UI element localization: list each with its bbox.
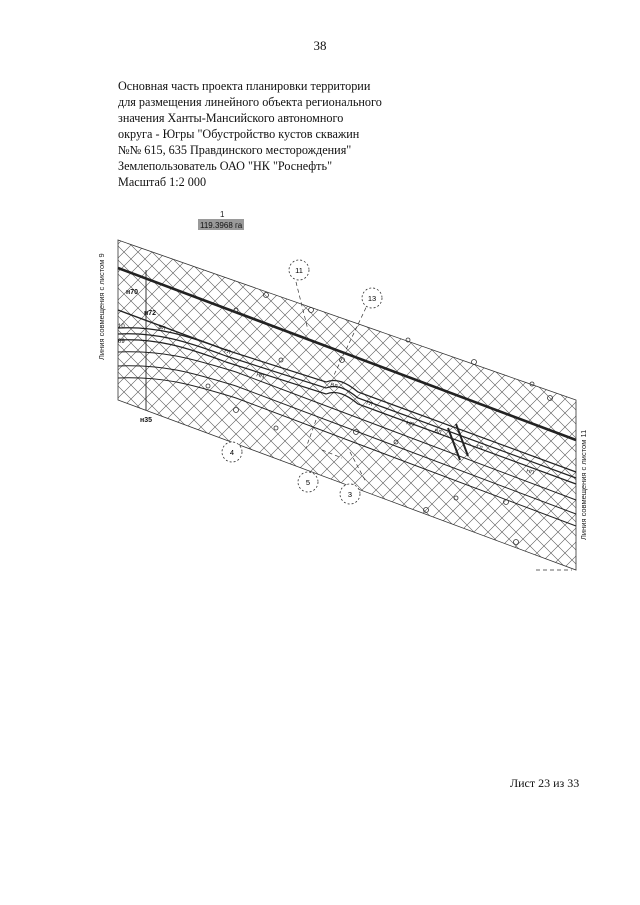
callout-5 [298, 472, 318, 492]
pipe-label: ГЛ [223, 348, 232, 356]
zone-area-text: 119.3968 га [200, 221, 243, 230]
pipe-label: НП [405, 420, 415, 429]
title-block [118, 78, 418, 190]
edge-mark-09: 09 [118, 339, 125, 345]
callout-3-text: 3 [347, 490, 353, 499]
callout-11 [289, 260, 309, 280]
zone-label [198, 210, 244, 230]
pipe-label: НП [525, 468, 535, 477]
callout-13-text: 13 [367, 294, 377, 303]
land-user-line: Землепользователь ОАО "НК "Роснефть" [118, 159, 333, 173]
left-side-label: Линия совмещения с листом 9 [97, 253, 106, 360]
pipe-label: НП [255, 372, 265, 381]
title-line-4: округа - Югры "Обустройство кустов скважин [118, 127, 360, 141]
pipe-label: ГЛ [365, 400, 374, 408]
pipe-label: ВЛ [329, 382, 339, 391]
title-line-3: значения Ханты-Мансийского автономного [118, 111, 344, 125]
edge-mark-10: 10 [118, 324, 125, 330]
pipe-label: ВЛ [433, 428, 443, 437]
right-side-label: Линия совмещения с листом 11 [579, 429, 588, 540]
pipe-label: ВЛ [157, 324, 167, 333]
title-line-1: Основная часть проекта планировки территории [118, 79, 371, 93]
title-line-2: для размещения линейного объекта регионального [118, 95, 382, 109]
sheet-footer: Лист 23 из 33 [510, 776, 580, 790]
territory-hatch [118, 240, 576, 570]
pipe-label: ГЛ [475, 444, 484, 452]
callout-3 [340, 484, 360, 504]
point-label-n72: н72 [144, 310, 157, 317]
callout-13 [362, 288, 382, 308]
callout-4-text: 4 [229, 448, 235, 457]
point-label-n35: н35 [140, 417, 153, 424]
callout-11-text: 11 [295, 266, 303, 275]
planning-drawing [96, 210, 596, 580]
scale-line: Масштаб 1:2 000 [118, 175, 207, 189]
callout-5-text: 5 [305, 478, 311, 487]
title-line-5: №№ 615, 635 Правдинского месторождения" [118, 143, 352, 157]
callout-4 [222, 442, 242, 462]
point-label-n70: н70 [126, 289, 139, 296]
page-number: 38 [313, 38, 327, 53]
zone-id-text: 1 [220, 210, 225, 219]
